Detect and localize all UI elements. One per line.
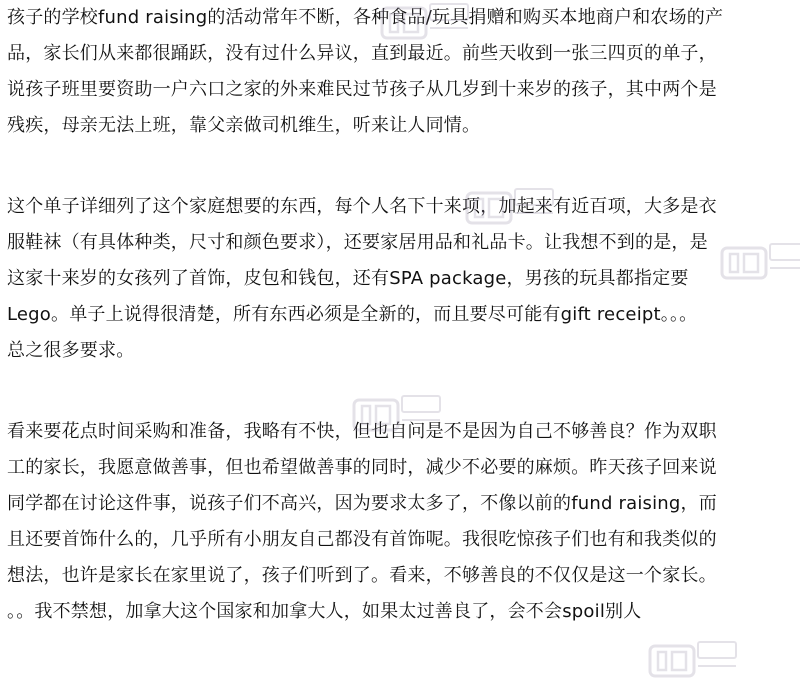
text-line: 总之很多要求。 <box>7 340 135 361</box>
article-body <box>7 0 793 675</box>
text-line: 这家十来岁的女孩列了首饰，皮包和钱包，还有SPA package，男孩的玩具都指定要 <box>7 268 689 289</box>
text-line: 残疾，母亲无法上班，靠父亲做司机维生，听来让人同情。 <box>7 115 481 136</box>
text-line: 这个单子详细列了这个家庭想要的东西，每个人名下十来项，加起来有近百项，大多是衣 <box>7 196 717 217</box>
text-line: 工的家长，我愿意做善事，但也希望做善事的同时，减少不必要的麻烦。昨天孩子回来说 <box>7 457 717 478</box>
text-line: 说孩子班里要资助一户六口之家的外来难民过节孩子从几岁到十来岁的孩子，其中两个是 <box>7 79 717 100</box>
text-line: 品，家长们从来都很踊跃，没有过什么异议，直到最近。前些天收到一张三四页的单子， <box>7 43 717 64</box>
text-line: 看来要花点时间采购和准备，我略有不快，但也自问是不是因为自己不够善良？作为双职 <box>7 421 717 442</box>
text-line: 。。我不禁想，加拿大这个国家和加拿大人，如果太过善良了，会不会spoil别人 <box>7 601 642 622</box>
text-line: 同学都在讨论这件事，说孩子们不高兴，因为要求太多了，不像以前的fund raising，而 <box>7 493 717 514</box>
text-line: 服鞋袜（有具体种类，尺寸和颜色要求），还要家居用品和礼品卡。让我想不到的是，是 <box>7 232 708 253</box>
text-line: Lego。单子上说得很清楚，所有东西必须是全新的，而且要尽可能有gift receipt。。。 <box>7 304 698 325</box>
paragraph-1 <box>7 0 793 144</box>
text-line: 孩子的学校fund raising的活动常年不断，各种食品/玩具捐赠和购买本地商户和农场的产 <box>7 7 724 28</box>
paragraph-2 <box>7 189 793 369</box>
text-line: 想法，也许是家长在家里说了，孩子们听到了。看来，不够善良的不仅仅是这一个家长。 <box>7 565 717 586</box>
text-line: 且还要首饰什么的，几乎所有小朋友自己都没有首饰呢。我很吃惊孩子们也有和我类似的 <box>7 529 717 550</box>
paragraph-3 <box>7 414 793 630</box>
